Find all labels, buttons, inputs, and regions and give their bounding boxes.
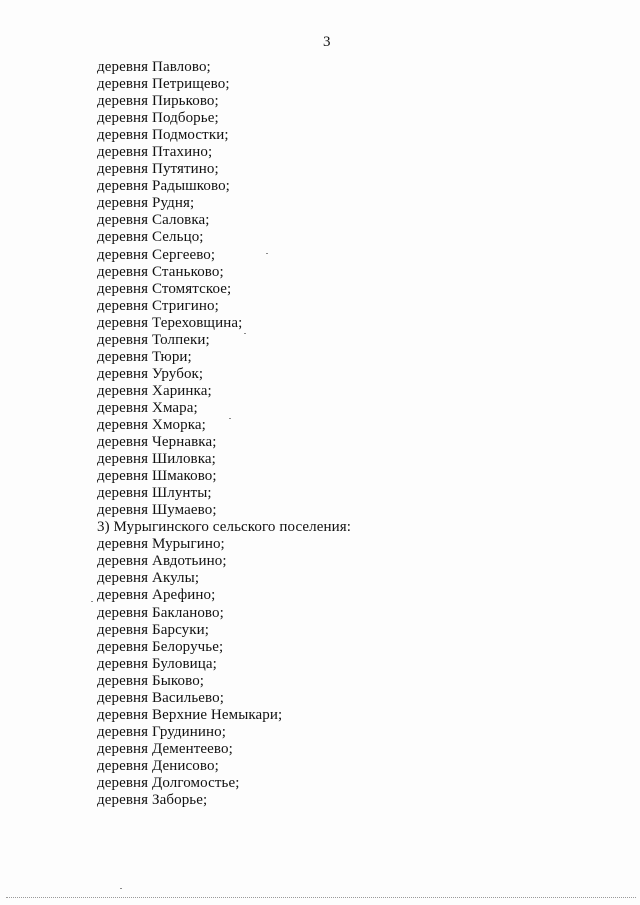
settlement-line: деревня Арефино; bbox=[97, 587, 216, 604]
settlement-line: деревня Подборье; bbox=[97, 110, 219, 127]
settlement-line: деревня Хморка; bbox=[97, 416, 206, 433]
settlement-line: деревня Денисово; bbox=[97, 757, 219, 774]
settlement-line: деревня Павлово; bbox=[97, 59, 211, 75]
scan-speck bbox=[266, 253, 268, 254]
settlement-line: деревня Рудня; bbox=[97, 195, 195, 212]
scan-speck bbox=[244, 333, 246, 334]
settlement-line: деревня Долгомостье; bbox=[97, 774, 240, 791]
scan-speck bbox=[229, 418, 231, 419]
settlement-line: деревня Быково; bbox=[97, 672, 205, 689]
settlement-line: деревня Барсуки; bbox=[97, 621, 210, 638]
settlement-line: деревня Васильево; bbox=[97, 689, 224, 706]
settlement-line: деревня Сергеево; bbox=[97, 246, 216, 263]
settlement-line: деревня Грудинино; bbox=[97, 723, 226, 740]
settlement-line: деревня Белоручье; bbox=[97, 638, 224, 655]
settlement-line: деревня Верхние Немыкари; bbox=[97, 706, 283, 723]
settlement-line: деревня Мурыгино; bbox=[97, 536, 225, 553]
settlement-line: деревня Заборье; bbox=[97, 792, 208, 809]
settlement-line: деревня Урубок; bbox=[97, 365, 204, 382]
scan-speck bbox=[120, 888, 122, 889]
settlement-line: деревня Буловица; bbox=[97, 655, 217, 672]
settlement-line: деревня Пирьково; bbox=[97, 93, 219, 110]
settlement-line: деревня Акулы; bbox=[97, 570, 200, 587]
settlement-line: деревня Радышково; bbox=[97, 178, 230, 195]
settlement-line: деревня Бакланово; bbox=[97, 604, 224, 621]
settlement-line: деревня Дементеево; bbox=[97, 740, 233, 757]
settlement-line: деревня Чернавка; bbox=[97, 434, 217, 451]
settlement-line: деревня Шлунты; bbox=[97, 485, 212, 502]
settlement-line: деревня Шмаково; bbox=[97, 468, 217, 485]
settlement-line: деревня Стомятское; bbox=[97, 280, 232, 297]
settlement-line: деревня Сельцо; bbox=[97, 229, 204, 246]
settlement-line: деревня Путятино; bbox=[97, 161, 219, 178]
settlement-line: деревня Петрищево; bbox=[97, 76, 230, 93]
page-number: 3 bbox=[323, 34, 331, 50]
settlement-line: деревня Станьково; bbox=[97, 263, 224, 280]
settlement-line: деревня Харинка; bbox=[97, 382, 212, 399]
settlement-line: деревня Стригино; bbox=[97, 297, 219, 314]
settlement-line: деревня Толпеки; bbox=[97, 331, 210, 348]
settlement-line: деревня Авдотьино; bbox=[97, 553, 227, 570]
scan-speck bbox=[91, 601, 93, 602]
settlement-line: деревня Птахино; bbox=[97, 144, 213, 161]
settlement-line: деревня Саловка; bbox=[97, 212, 210, 229]
settlement-line: деревня Подмостки; bbox=[97, 127, 229, 144]
settlement-line: деревня Хмара; bbox=[97, 399, 198, 416]
bottom-scan-edge bbox=[6, 897, 636, 899]
settlement-list bbox=[97, 59, 351, 809]
settlement-line: деревня Шумаево; bbox=[97, 502, 217, 519]
section-heading: 3) Мурыгинского сельского поселения: bbox=[97, 519, 352, 536]
settlement-line: деревня Тереховщина; bbox=[97, 314, 243, 331]
settlement-line: деревня Тюри; bbox=[97, 348, 192, 365]
settlement-line: деревня Шиловка; bbox=[97, 451, 216, 468]
